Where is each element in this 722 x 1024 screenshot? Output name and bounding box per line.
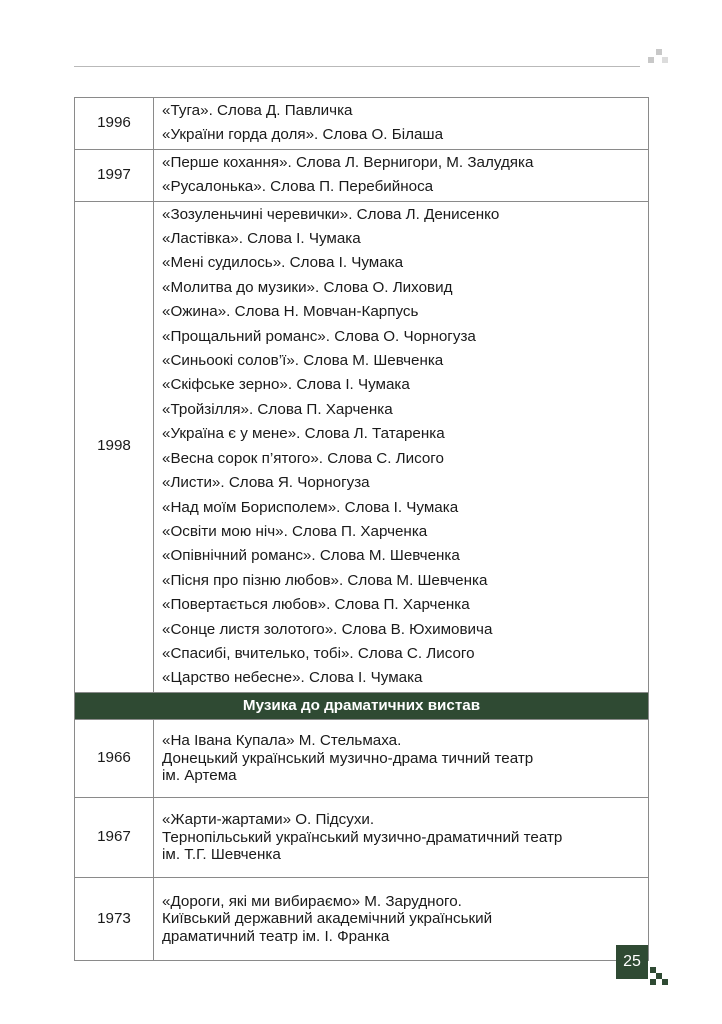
work-entry: ім. Т.Г. Шевченка: [162, 846, 281, 863]
work-entry: «Мені судилось». Слова І. Чумака: [162, 254, 404, 272]
table-row: [75, 201, 649, 692]
work-entry: Київський державний академічний український: [162, 910, 493, 927]
work-entry: «Царство небесне». Слова І. Чумака: [162, 669, 423, 687]
songs-section: [75, 98, 649, 693]
works-cell: [154, 719, 649, 797]
page-decoration: [650, 979, 656, 985]
work-entry: Тернопільський український музично-драматичний театр: [162, 828, 563, 846]
year-cell: 1997: [75, 149, 154, 201]
works-cell: [154, 98, 649, 150]
work-entry: «Перше кохання». Слова Л. Вернигори, М. Залудяка: [162, 153, 534, 171]
work-entry: «Опівнічний романс». Слова М. Шевченка: [162, 547, 460, 565]
work-entry: «Молитва до музики». Слова О. Лиховид: [162, 278, 453, 296]
year-cell: 1998: [75, 201, 154, 692]
work-entry: «На Івана Купала» М. Стельмаха.: [162, 732, 402, 749]
works-cell: [154, 149, 649, 201]
page-decoration: [662, 979, 668, 985]
works-cell: [154, 201, 649, 692]
works-table: [74, 97, 649, 961]
table-row: [75, 98, 649, 150]
section-title: Музика до драматичних вистав: [75, 692, 649, 719]
header-rule: [74, 66, 640, 67]
works-cell: [154, 797, 649, 877]
section-header-row: [75, 692, 649, 719]
year-cell: 1973: [75, 877, 154, 960]
page-number: 25: [616, 945, 648, 979]
work-entry: «Прощальний романс». Слова О. Чорногуза: [162, 327, 476, 345]
work-entry: «Туга». Слова Д. Павличка: [162, 102, 353, 119]
work-entry: «Пісня про пізню любов». Слова М. Шевченка: [162, 571, 488, 589]
work-entry: ім. Артема: [162, 767, 237, 784]
table-row: [75, 877, 649, 960]
table-row: [75, 149, 649, 201]
work-entry: «Сонце листя золотого». Слова В. Юхимовича: [162, 620, 493, 638]
work-entry: драматичний театр ім. І. Франка: [162, 927, 390, 945]
works-cell: [154, 877, 649, 960]
work-entry: «Зозуленьчині черевички». Слова Л. Денисенко: [162, 205, 500, 223]
work-entry: «Весна сорок п’ятого». Слова С. Лисого: [162, 449, 444, 467]
header-decoration: [656, 49, 662, 55]
header-decoration: [662, 57, 668, 63]
year-cell: 1966: [75, 719, 154, 797]
work-entry: «Ластівка». Слова І. Чумака: [162, 230, 361, 248]
work-entry: «Листи». Слова Я. Чорногуза: [162, 474, 370, 492]
work-entry: «Жарти-жартами» О. Підсухи.: [162, 811, 375, 828]
header-decoration: [648, 57, 654, 63]
work-entry: «України горда доля». Слова О. Білаша: [162, 126, 444, 144]
work-entry: «Освіти мою ніч». Слова П. Харченка: [162, 522, 428, 540]
drama-music-section: [75, 719, 649, 960]
work-entry: «Тройзілля». Слова П. Харченка: [162, 400, 393, 418]
work-entry: «Ожина». Слова Н. Мовчан-Карпусь: [162, 303, 419, 321]
work-entry: «Русалонька». Слова П. Перебийноса: [162, 178, 434, 196]
table-row: [75, 797, 649, 877]
work-entry: «Повертається любов». Слова П. Харченка: [162, 596, 470, 614]
work-entry: «Україна є у мене». Слова Л. Татаренка: [162, 425, 445, 443]
work-entry: «Спасибі, вчителько, тобі». Слова С. Лисого: [162, 644, 475, 662]
work-entry: «Синьоокі солов’ї». Слова М. Шевченка: [162, 352, 444, 370]
table-row: [75, 719, 649, 797]
work-entry: «Над моїм Борисполем». Слова І. Чумака: [162, 498, 459, 516]
year-cell: 1996: [75, 98, 154, 150]
work-entry: «Дороги, які ми вибираємо» М. Зарудного.: [162, 892, 462, 910]
work-entry: «Скіфське зерно». Слова І. Чумака: [162, 376, 410, 394]
year-cell: 1967: [75, 797, 154, 877]
work-entry: Донецький український музично-драма тичний театр: [162, 749, 534, 767]
